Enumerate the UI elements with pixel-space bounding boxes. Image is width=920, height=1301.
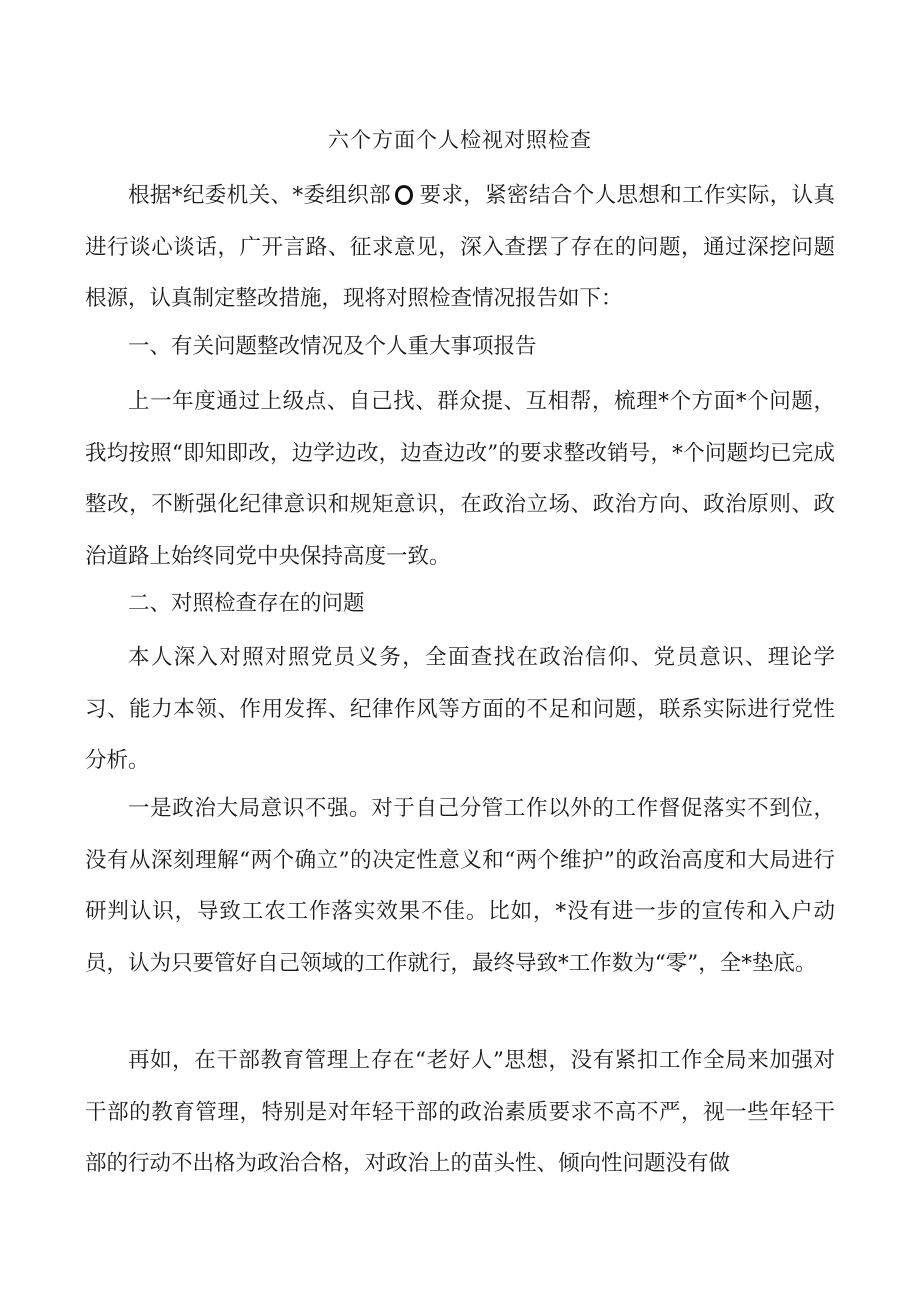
section1-paragraph: 上一年度通过上级点、自己找、群众提、互相帮，梳理*个方面*个问题，我均按照“即知即改，边学边改，边查边改”的要求整改销号，*个问题均已完成整改，不断强化纪律意识和规矩意识，在政治立场、政治方向、政治原则、政治道路上始终同党中央保持高度一致。 bbox=[85, 389, 835, 569]
intro-paragraph bbox=[85, 170, 835, 325]
problem1-paragraph: 一是政治大局意识不强。对于自己分管工作以外的工作督促落实不到位，没有从深刻理解“两个确立”的决定性意义和“两个维护”的政治高度和大局进行研判认识，导致工农工作落实效果不佳。比如，*没有进一步的宣传和入户动员，认为只要管好自己领域的工作就行，最终导致*工作数为“零”，全*垫底。 bbox=[85, 796, 835, 976]
circle-mark-icon bbox=[395, 185, 413, 205]
intro-text-end: 要求，紧密结合个人思想和工作实际，认真进行谈心谈话，广开言路、征求意见，深入查摆了存在的问题，通过深挖问题根源，认真制定整改措施，现将对照检查情况报告如下： bbox=[85, 183, 835, 311]
section1-heading: 一、有关问题整改情况及个人重大事项报告 bbox=[128, 334, 537, 359]
section2-intro-paragraph: 本人深入对照对照党员义务，全面查找在政治信仰、党员意识、理论学习、能力本领、作用发挥、纪律作风等方面的不足和问题，联系实际进行党性分析。 bbox=[85, 645, 835, 773]
document-title: 六个方面个人检视对照检查 bbox=[328, 128, 592, 152]
section2-heading: 二、对照检查存在的问题 bbox=[128, 591, 365, 616]
intro-text-start: 根据*纪委机关、*委组织部 bbox=[128, 183, 392, 208]
problem1-continuation-paragraph: 再如，在干部教育管理上存在“老好人”思想，没有紧扣工作全局来加强对干部的教育管理，特别是对年轻干部的政治素质要求不高不严，视一些年轻干部的行动不出格为政治合格，对政治上的苗头性、倾向性问题没有做 bbox=[85, 1048, 835, 1176]
